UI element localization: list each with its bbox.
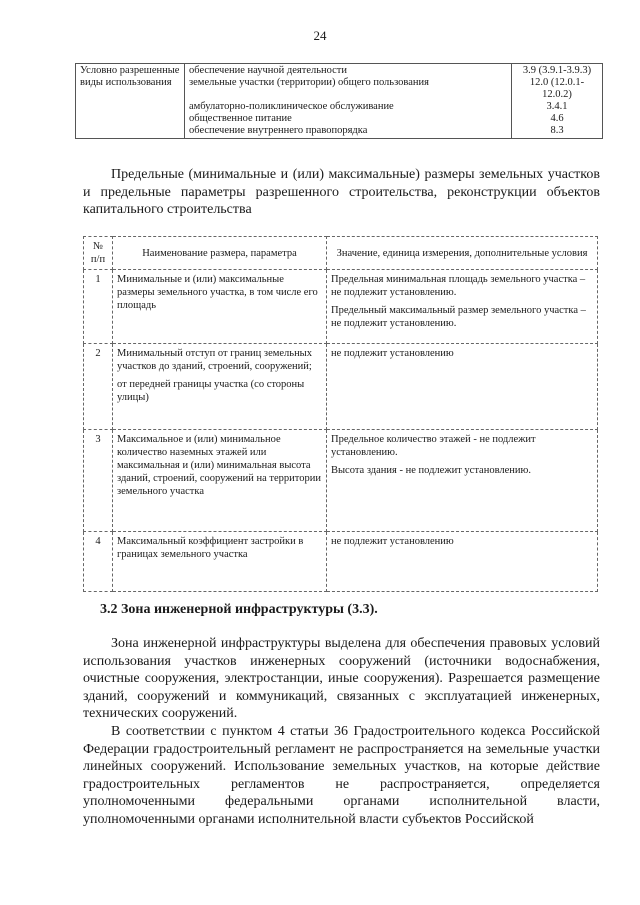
section-intro: Предельные (минимальные и (или) максимальные) размеры земельных участков и предельные параметры разрешенного строительства, реконструкции объектов капитального строительства <box>83 167 600 217</box>
section-heading: 3.2 Зона инженерной инфраструктуры (3.3). <box>100 602 378 617</box>
row-name <box>113 430 327 532</box>
uses-codes-cell <box>512 64 603 139</box>
uses-names-cell <box>185 64 512 139</box>
row-name-text: от передней границы участка (со стороны улицы) <box>117 379 305 403</box>
use-code: 3.9 (3.9.1-3.9.3) <box>522 65 592 76</box>
row-name-text: Максимальное и (или) минимальное количество наземных этажей или максимальная и (или) минимальная высота зданий, строений, сооружений на территории земельного участка <box>117 434 321 497</box>
col-header-number: № п/п <box>84 237 113 270</box>
use-code: 8.3 <box>550 125 564 136</box>
row-number: 4 <box>84 532 113 592</box>
table-row <box>84 532 598 592</box>
row-name <box>113 532 327 592</box>
row-name <box>113 270 327 344</box>
row-value-text: Высота здания - не подлежит установлению. <box>331 465 531 476</box>
row-name <box>113 344 327 430</box>
table-header-row <box>84 237 598 270</box>
table-row <box>84 430 598 532</box>
row-value-text: Предельная минимальная площадь земельного участка – не подлежит установлению. <box>331 274 586 298</box>
paragraph: Зона инженерной инфраструктуры выделена для обеспечения правовых условий использования участков инженерных сооружений (источники водоснабжения, очистные сооружения, электростанции, иные сооружения). Разрешается размещение зданий, сооружений и коммуникаций, связанных с эксплуатацией инженерных, технических сооружений. <box>83 636 600 721</box>
use-code: 12.0 (12.0.1-12.0.2) <box>529 77 585 100</box>
table-row <box>84 344 598 430</box>
table-row <box>76 64 603 139</box>
row-value-text: Предельное количество этажей - не подлежит установлению. <box>331 434 536 458</box>
row-value <box>327 270 598 344</box>
row-number: 3 <box>84 430 113 532</box>
use-name: земельные участки (территории) общего пользования <box>189 77 429 88</box>
permitted-uses-table <box>75 63 603 139</box>
use-name: общественное питание <box>189 113 292 124</box>
table-row <box>84 270 598 344</box>
row-number: 2 <box>84 344 113 430</box>
use-name: обеспечение научной деятельности <box>189 65 348 76</box>
page-number: 24 <box>313 28 327 43</box>
use-code: 4.6 <box>550 113 564 124</box>
row-value <box>327 430 598 532</box>
row-value-text: не подлежит установлению <box>331 536 454 547</box>
col-header-name: Наименование размера, параметра <box>113 237 327 270</box>
row-number: 1 <box>84 270 113 344</box>
paragraph: В соответствии с пунктом 4 статьи 36 Градостроительного кодекса Российской Федерации градостроительный регламент не распространяется на земельные участки линейных сооружений. Использование земельных участков, на которые действие градостроительных регламентов не распространяется, определяется уполномоченными федеральными органами исполнительной власти, уполномоченными органами исполнительной власти субъектов Российской <box>83 724 600 827</box>
uses-label-cell: Условно разрешенные виды использования <box>76 64 185 139</box>
use-name: обеспечение внутреннего правопорядка <box>189 125 368 136</box>
parameters-table <box>83 236 598 592</box>
use-code: 3.4.1 <box>546 101 568 112</box>
col-header-value: Значение, единица измерения, дополнительные условия <box>327 237 598 270</box>
row-name-text: Минимальные и (или) максимальные размеры земельного участка, в том числе его площадь <box>117 274 318 311</box>
row-value-text: Предельный максимальный размер земельного участка – не подлежит установлению. <box>331 305 586 329</box>
row-value <box>327 532 598 592</box>
row-name-text: Минимальный отступ от границ земельных участков до зданий, строений, сооружений; <box>117 348 312 372</box>
row-value-text: не подлежит установлению <box>331 348 454 359</box>
use-name: амбулаторно-поликлиническое обслуживание <box>189 101 394 112</box>
row-value <box>327 344 598 430</box>
row-name-text: Максимальный коэффициент застройки в границах земельного участка <box>117 536 304 560</box>
